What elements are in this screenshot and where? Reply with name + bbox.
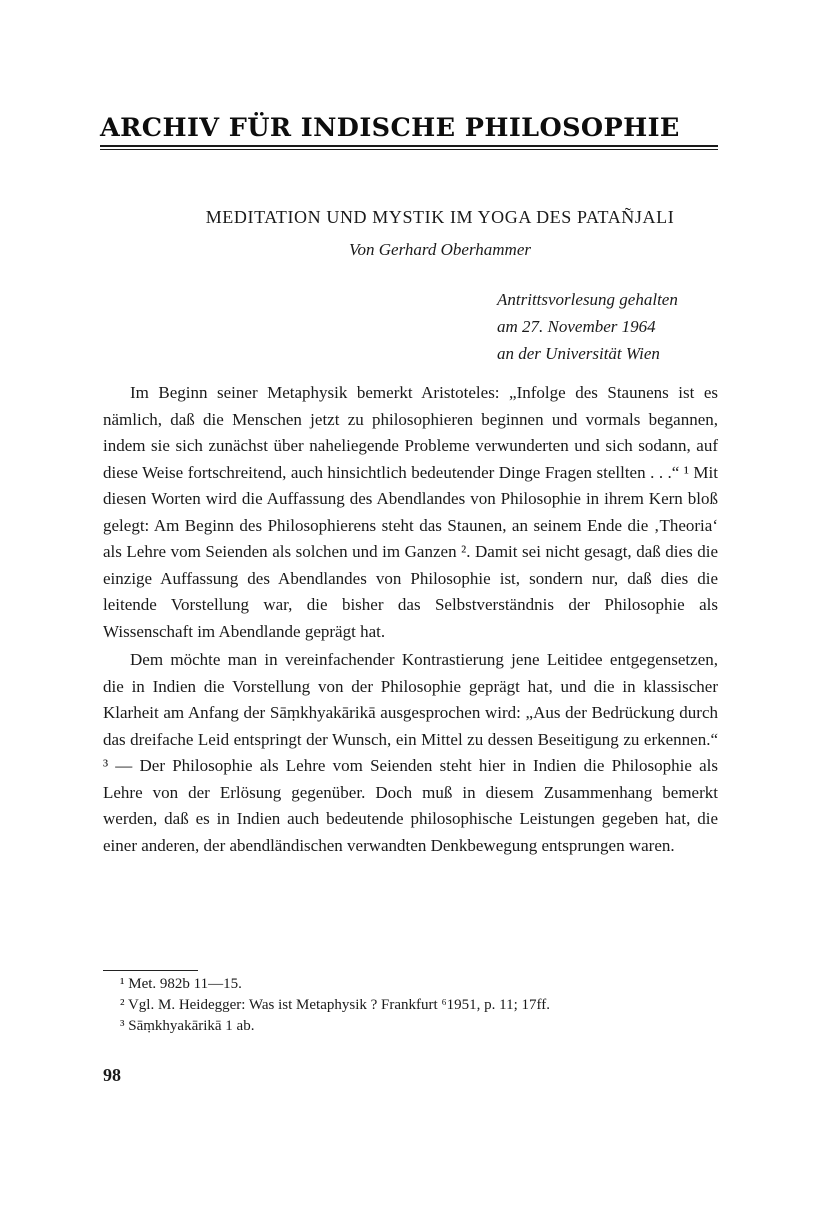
footnotes <box>120 974 740 1037</box>
paragraph: Dem möchte man in vereinfachender Kontrastierung jene Leitidee entgegensetzen, die in Indien die Vorstellung von der Philosophie geprägt hat, und die in klassischer Klarheit am Anfang der Sāṃkhyakārikā ausgesprochen wird: „Aus der Bedrückung durch das dreifache Leid entspringt der Wunsch, ein Mittel zu dessen Beseitigung zu erkennen.“ ³ — Der Philosophie als Lehre vom Seienden steht hier in Indien die Philosophie als Lehre von der Erlösung gegenüber. Doch muß in diesem Zusammenhang bemerkt werden, daß es in Indien auch bedeutende philosophische Leistungen gegeben hat, die einer anderen, der abendländischen verwandten Denkbewegung entsprungen waren. <box>103 650 718 855</box>
paragraph: Im Beginn seiner Metaphysik bemerkt Aristoteles: „Infolge des Staunens ist es nämlich, daß die Menschen jetzt zu philosophieren beginnen und vormals begannen, indem sie sich zunächst über naheliegende Probleme verwunderten und sich sodann, auf diese Weise fortschreitend, auch hinsichtlich bedeutender Dinge Fragen stellten . . .“ ¹ Mit diesen Worten wird die Auffassung des Abendlandes von Philosophie in ihrem Kern bloß gelegt: Am Beginn des Philosophierens steht das Staunen, an seinem Ende die ‚Theoria‘ als Lehre vom Seienden als solchen und im Ganzen ². Damit sei nicht gesagt, daß dies die einzige Auffassung des Abendlandes von Philosophie ist, sondern nur, daß dies die leitende Vorstellung war, die bisher das Selbstverständnis der Philosophie als Wissenschaft im Abendlande geprägt hat. <box>103 383 718 641</box>
footnote: ³ Sāṃkhyakārikā 1 ab. <box>120 1018 255 1034</box>
footnote: ¹ Met. 982b 11—15. <box>120 976 242 992</box>
article-author: Von Gerhard Oberhammer <box>349 240 531 259</box>
article-title: MEDITATION UND MYSTIK IM YOGA DES PATAÑJALI <box>205 207 675 227</box>
footnote: ² Vgl. M. Heidegger: Was ist Metaphysik ? Frankfurt ⁶1951, p. 11; 17ff. <box>120 997 550 1013</box>
dedication-line: Antrittsvorlesung gehalten <box>497 290 678 309</box>
page-number: 98 <box>103 1065 121 1085</box>
body-text <box>103 380 718 859</box>
dedication-line: am 27. November 1964 <box>497 317 656 336</box>
header-rule-thin <box>100 149 718 150</box>
dedication <box>497 286 729 367</box>
dedication-line: an der Universität Wien <box>497 344 660 363</box>
journal-title: ARCHIV FÜR INDISCHE PHILOSOPHIE <box>100 113 680 143</box>
header-rule-thick <box>100 145 718 147</box>
footnote-rule <box>103 970 198 971</box>
